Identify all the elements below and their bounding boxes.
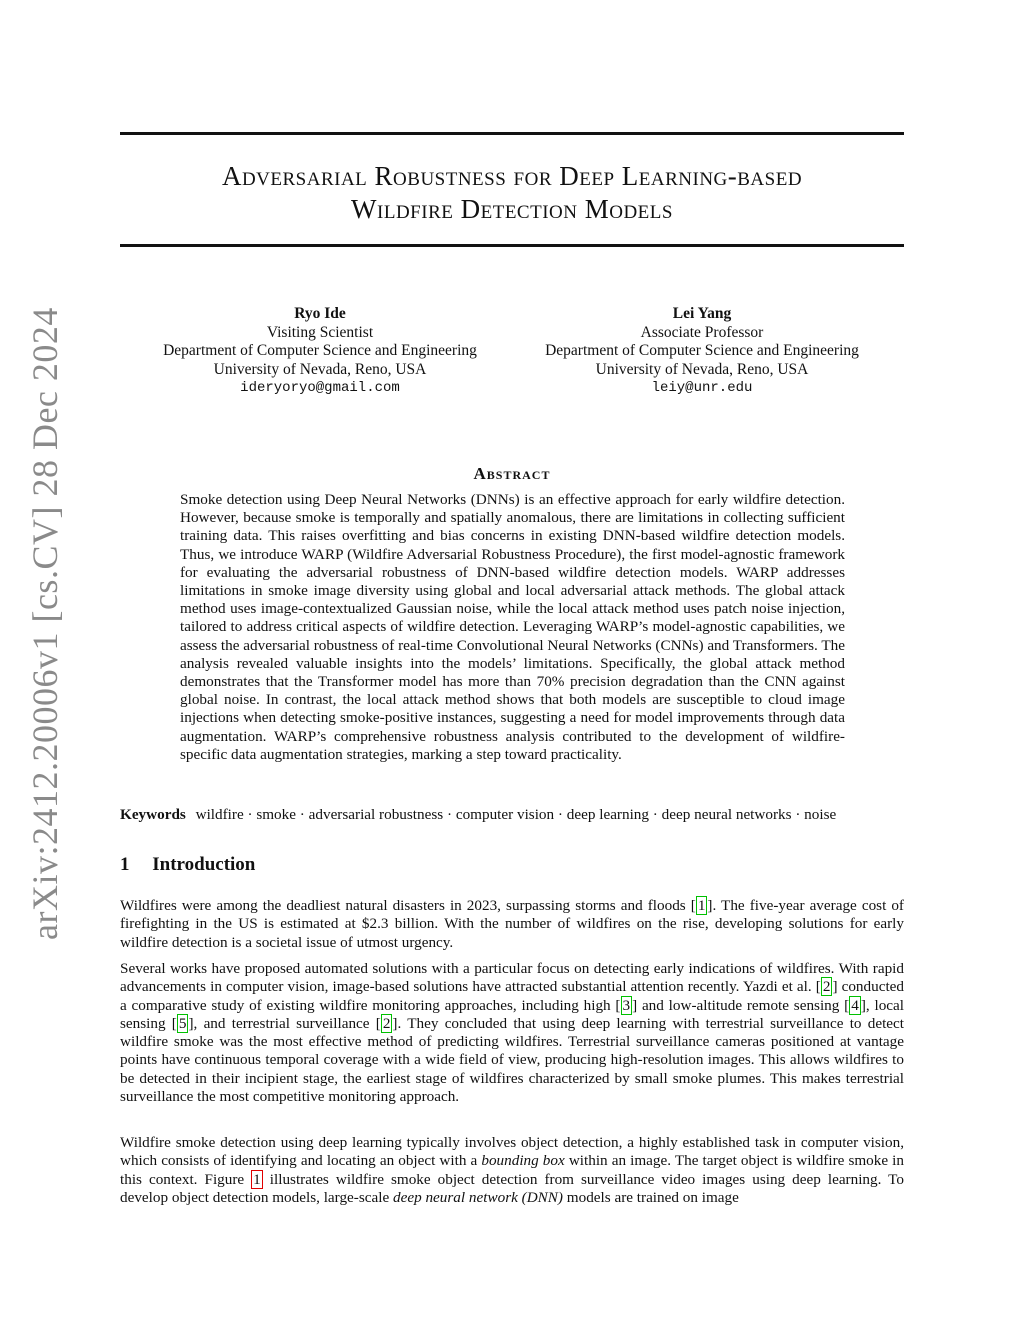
figure-link[interactable]: 1 — [253, 1170, 261, 1188]
title-line-2: Wildfire Detection Models — [351, 194, 673, 224]
section-number: 1 — [120, 854, 130, 875]
citation-link[interactable]: 2 — [822, 978, 831, 996]
citation-link[interactable]: 3 — [622, 996, 631, 1014]
paragraph-3: Wildfire smoke detection using deep learning typically involves object detection, a highly established task in computer vision, which consists of identifying and locating an object with a bounding box within an image. The target object is wildfire smoke in this context. Figure 1 illustrates wildfire smoke object detection from surveillance video images using deep learning. To develop object detection models, large-scale deep neural network (DNN) models are trained on image — [120, 1134, 904, 1206]
author-role: Associate Professor — [640, 323, 764, 341]
citation-link[interactable]: 1 — [697, 897, 706, 914]
section-heading — [120, 854, 255, 876]
abstract-text: Smoke detection using Deep Neural Networks (DNNs) is an effective approach for early wildfire detection. However, because smoke is temporally and spatially anomalous, there are limitations in collecting sufficient training data. This raises overfitting and bias concerns in existing DNN-based wildfire detection models. Thus, we introduce WARP (Wildfire Adversarial Robustness Procedure), the first model-agnostic framework for evaluating the adversarial robustness of DNN-based wildfire detection models. WARP addresses limitations in smoke image diversity using global and local adversarial attack methods. The global attack method uses image-contextualized Gaussian noise, while the local attack method uses patch noise injection, tailored to address critical aspects of wildfire detection. Leveraging WARP’s model-agnostic capabilities, we assess the adversarial robustness of real-time Convolutional Neural Networks (CNNs) and Transformers. The analysis revealed valuable insights into the models’ limitations. Specifically, the global attack method demonstrates that the Transformer model has more than 70% precision degradation than the CNN against global noise. In contrast, the local attack method shows that both models are susceptible to cloud image injections when detecting smoke-positive instances, suggesting a need for model improvements through data augmentation. WARP’s comprehensive robustness analysis contributed to the development of wildfire-specific data augmentation strategies, marking a step toward practicality. — [180, 491, 845, 763]
author-affiliation: University of Nevada, Reno, USA — [595, 360, 809, 378]
title-rule-top — [120, 132, 904, 135]
citation-link[interactable]: 4 — [851, 996, 859, 1014]
author-department: Department of Computer Science and Engineering — [163, 342, 477, 359]
author-department: Department of Computer Science and Engineering — [545, 342, 859, 359]
author-name: Ryo Ide — [294, 305, 346, 322]
section-title: Introduction — [152, 854, 256, 875]
title-rule-bottom — [120, 244, 904, 247]
keywords-line — [120, 805, 904, 824]
author-role: Visiting Scientist — [266, 323, 374, 341]
paper-title — [120, 160, 904, 226]
author-email[interactable]: ideryoryo@gmail.com — [240, 380, 400, 396]
title-line-1: Adversarial Robustness for Deep Learning-based — [221, 161, 803, 191]
arxiv-identifier: arXiv:2412.20006v1 [cs.CV] 28 Dec 2024 — [25, 307, 65, 940]
author-1 — [130, 305, 510, 398]
emphasis: bounding box — [481, 1152, 565, 1170]
abstract-heading: Abstract — [473, 464, 551, 483]
paragraph-2: Several works have proposed automated solutions with a particular focus on detecting early indications of wildfires. With rapid advancements in computer vision, image-based solutions have attracted substantial attention recently. Yazdi et al. [ 2 ] conducted a comparative study of existing wildfire monitoring approaches, including high [ 3 ] and low-altitude remote sensing [ 4 ], local sensing [ 5 ], and terrestrial surveillance [ 2 ]. They concluded that using deep learning with terrestrial surveillance to detect wildfire smoke was the most effective method of predicting wildfires. Terrestrial surveillance cameras positioned at vantage points have continuous temporal coverage with a wide field of view, producing high-resolution images. This allows wildfires to be detected in their incipient stage, the earliest stage of wildfires characterized by small smoke plumes. This makes terrestrial surveillance the most competitive monitoring approach. — [120, 960, 905, 1106]
paragraph-1: Wildfires were among the deadliest natural disasters in 2023, surpassing storms and floods [ 1 ]. The five-year average cost of firefighting in the US is estimated at $2.3 billion. With the number of wildfires on the rise, developing solutions for early wildfire detection is a societal issue of utmost urgency. — [120, 897, 904, 951]
author-affiliation: University of Nevada, Reno, USA — [213, 360, 427, 378]
author-name: Lei Yang — [672, 305, 732, 322]
emphasis: deep neural network (DNN) — [393, 1188, 563, 1206]
citation-link[interactable]: 5 — [178, 1014, 187, 1032]
citation-link[interactable]: 2 — [382, 1014, 391, 1032]
author-email[interactable]: leiy@unr.edu — [651, 380, 753, 396]
keywords-label: Keywords — [120, 806, 186, 823]
author-2 — [512, 305, 892, 398]
keywords-list: wildfire · smoke · adversarial robustness · computer vision · deep learning · deep neural networks · noise — [195, 806, 837, 823]
